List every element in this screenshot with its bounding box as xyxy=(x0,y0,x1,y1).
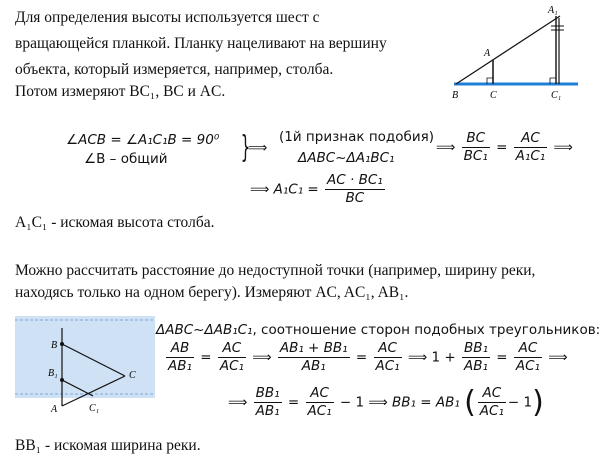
label-c1: C₁ xyxy=(551,90,562,101)
arrow-d: ⟹ xyxy=(228,394,248,411)
fraction-bc-num: BC xyxy=(462,130,490,148)
sight-line xyxy=(456,16,560,84)
f9 xyxy=(478,385,506,420)
f1-num: AB xyxy=(166,340,194,358)
figure-pole-height xyxy=(450,4,590,104)
f8-num: AC xyxy=(306,385,334,403)
f1 xyxy=(166,340,194,375)
label-a: A xyxy=(484,48,491,59)
result-fraction xyxy=(325,172,385,207)
f5 xyxy=(462,340,490,375)
river-band xyxy=(15,316,155,398)
label-b: B xyxy=(452,90,459,101)
eq-c: = xyxy=(496,349,508,366)
intro-line-4: Потом измеряют BC₁, BC и AC. xyxy=(15,83,226,100)
f2-num: AC xyxy=(218,340,246,358)
label-a: A xyxy=(51,404,58,415)
intro-line-3: объекта, который измеряется, например, столба. xyxy=(15,61,334,78)
f7-den: AB₁ xyxy=(255,403,280,419)
result-den: BC xyxy=(345,190,365,206)
f5-den: AB₁ xyxy=(464,358,488,374)
f2-den: AC₁ xyxy=(219,358,244,374)
f3-den: AB₁ xyxy=(301,358,326,374)
result-num: AC · BC₁ xyxy=(327,172,383,188)
f6 xyxy=(514,340,542,375)
label-c1: C₁ xyxy=(89,403,100,414)
f4-num: AC xyxy=(374,340,402,358)
implies-arrow-4: ⟹ xyxy=(250,181,270,198)
f4 xyxy=(374,340,402,375)
paren-right: ) xyxy=(532,385,544,420)
point-b1 xyxy=(60,378,64,382)
point-b xyxy=(60,342,64,346)
ratio-row-1 xyxy=(436,130,573,165)
river-line-1: Можно рассчитать расстояние до недоступной точки (например, ширину реки, xyxy=(15,262,536,279)
f9-den: AC₁ xyxy=(479,403,504,419)
proof2-header xyxy=(156,322,600,338)
f9-num: AC xyxy=(478,385,506,403)
river-line-2: находясь только на одном берегу). Измеряют AC, AC₁, AB₁. xyxy=(15,284,409,301)
f3 xyxy=(278,340,350,375)
arrow-a: ⟹ xyxy=(252,349,272,366)
result-row xyxy=(250,172,387,207)
similarity-statement: ΔABC~ΔA₁BC₁ xyxy=(298,150,395,166)
condition-common-angle: ∠B – общий xyxy=(84,151,168,167)
f1-den: AB₁ xyxy=(168,358,192,374)
arrow-e: ⟹ xyxy=(368,394,388,411)
eq-d: = xyxy=(287,394,300,411)
f2 xyxy=(218,340,246,375)
f7 xyxy=(254,385,282,420)
conclusion-height: A₁C₁ - искомая высота столба. xyxy=(15,214,215,231)
f5-num: BB₁ xyxy=(464,340,488,356)
fraction-bc xyxy=(462,130,490,165)
fraction-bc-den: BC₁ xyxy=(463,148,488,164)
proof2-row-2 xyxy=(228,385,544,420)
fraction-ac-den: A₁C₁ xyxy=(515,148,546,164)
brace: } xyxy=(240,130,251,165)
implies-arrow-2: ⟹ xyxy=(436,139,456,156)
bb1-equation: BB₁ = AB₁ xyxy=(392,394,460,411)
equals-1: = xyxy=(496,139,508,156)
intro-line-1: Для определения высоты используется шест с xyxy=(15,9,320,26)
minus-one-a: − 1 xyxy=(339,394,365,411)
label-b: B xyxy=(51,340,58,351)
figure-river-width xyxy=(15,316,165,426)
eq-a: = xyxy=(200,349,212,366)
minus-one-b: − 1 xyxy=(507,394,533,411)
f8-den: AC₁ xyxy=(307,403,332,419)
intro-line-2: вращающейся планкой. Планку нацеливают на вершину xyxy=(15,35,387,52)
f6-den: AC₁ xyxy=(515,358,540,374)
eq-b: = xyxy=(355,349,368,366)
label-c: C xyxy=(490,90,497,101)
label-c: C xyxy=(129,370,136,381)
f4-den: AC₁ xyxy=(375,358,400,374)
f6-num: AC xyxy=(514,340,542,358)
label-b1: B₁ xyxy=(48,368,58,379)
one-plus: 1 + xyxy=(431,349,456,366)
f8 xyxy=(306,385,334,420)
proof2-similarity: ΔABC~ΔAB₁C₁ xyxy=(156,322,253,338)
fraction-ac xyxy=(514,130,548,165)
f7-num: BB₁ xyxy=(255,385,280,401)
proof2-row-1 xyxy=(164,340,568,375)
implies-arrow-1: ⟹ xyxy=(248,140,268,156)
paren-left: ( xyxy=(464,385,476,420)
arrow-c: ⟹ xyxy=(548,349,568,366)
proof2-header-text: , соотношение сторон подобных треугольников: xyxy=(252,322,600,338)
condition-angles: ∠ACB = ∠A₁C₁B = 90⁰ xyxy=(66,132,220,148)
fraction-ac-num: AC xyxy=(514,130,548,148)
label-a1: A₁ xyxy=(548,5,558,16)
implies-arrow-3: ⟹ xyxy=(553,139,573,156)
similarity-criterion: (1й признак подобия) xyxy=(279,129,434,145)
arrow-b: ⟹ xyxy=(407,349,428,366)
f3-num: AB₁ + BB₁ xyxy=(279,340,348,356)
conclusion-width: BB₁ - искомая ширина реки. xyxy=(15,437,201,454)
result-lhs: A₁C₁ = xyxy=(273,181,319,198)
